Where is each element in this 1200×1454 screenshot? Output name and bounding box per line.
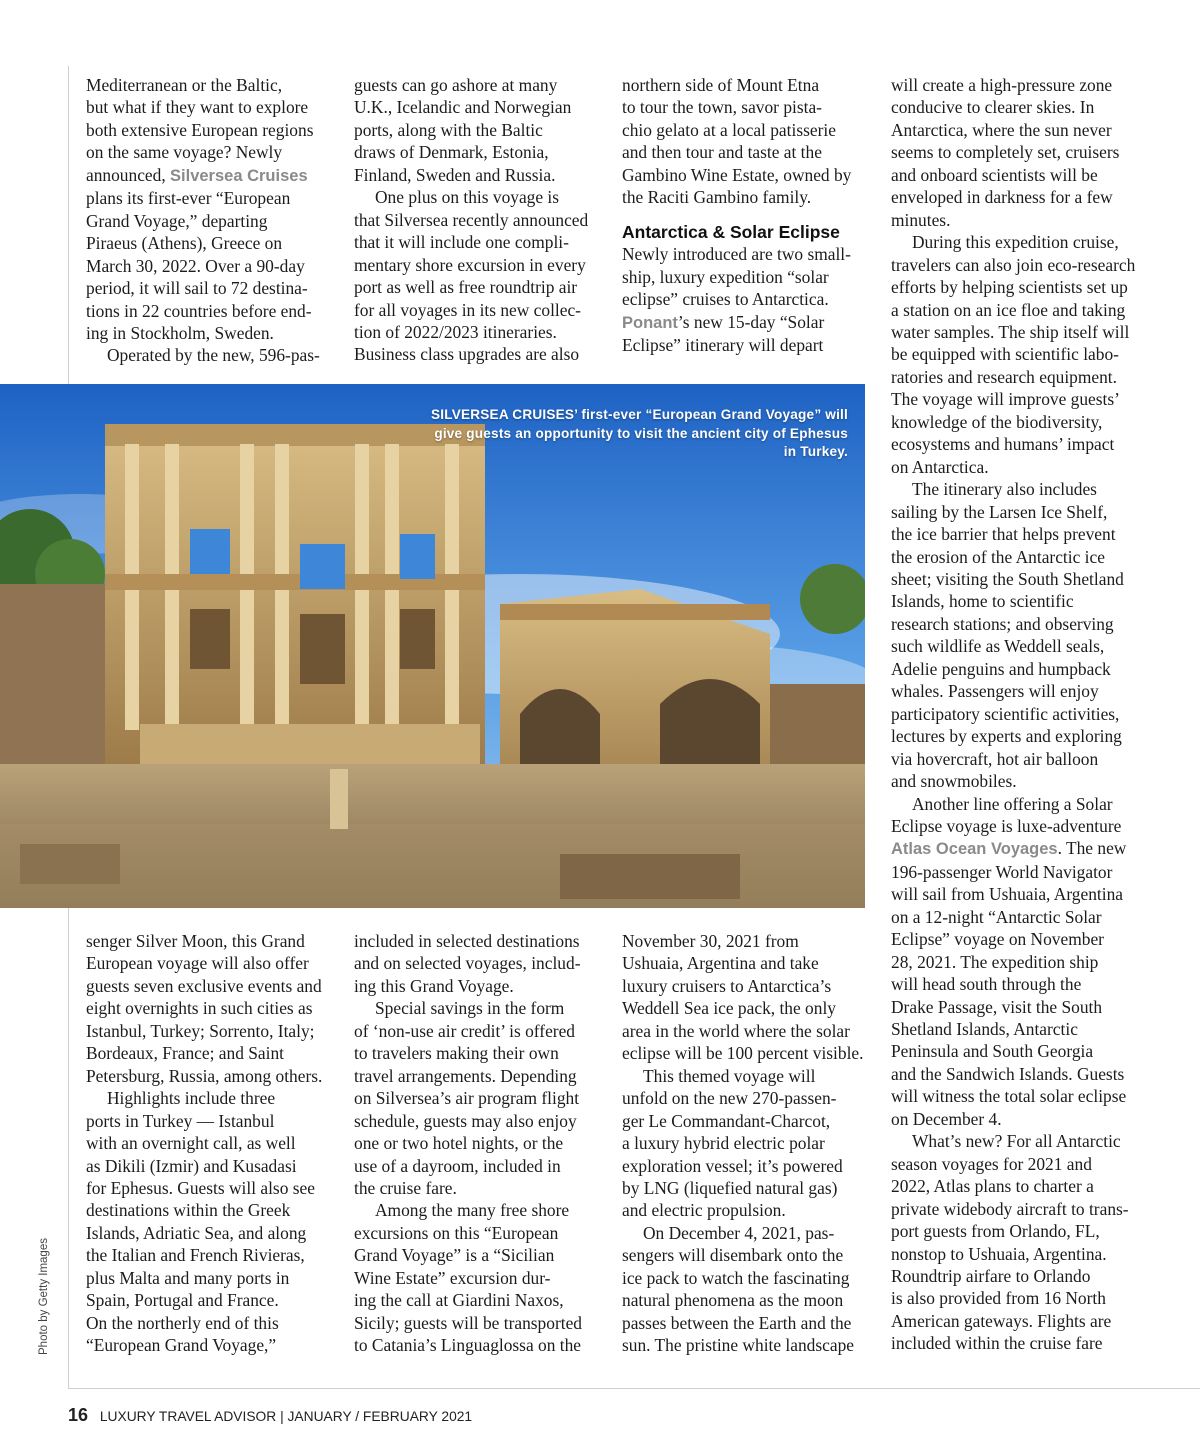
column-4 xyxy=(891,74,1135,1355)
text-line: Finland, Sweden and Russia. xyxy=(354,164,556,185)
text-line: included within the cruise fare xyxy=(891,1333,1103,1354)
text-line: Special savings in the form xyxy=(375,998,565,1019)
text-line: On the northerly end of this xyxy=(86,1312,279,1333)
text-line: Another line offering a Solar xyxy=(912,793,1113,814)
text-line: Petersburg, Russia, among others. xyxy=(86,1065,323,1086)
brand-name: Atlas Ocean Voyages xyxy=(891,840,1058,859)
text-line: period, it will sail to 72 destina- xyxy=(86,278,308,299)
text-line: U.K., Icelandic and Norwegian xyxy=(354,97,572,118)
brand-name: Silversea Cruises xyxy=(170,166,308,185)
text-line: for all voyages in its new collec- xyxy=(354,299,581,320)
text-line: senger Silver Moon, this Grand xyxy=(86,931,305,951)
text-line: nonstop to Ushuaia, Argentina. xyxy=(891,1243,1107,1264)
text-line: on Silversea’s air program flight xyxy=(354,1088,580,1109)
text-line: draws of Denmark, Estonia, xyxy=(354,142,549,163)
text-line: will create a high-pressure zone xyxy=(891,75,1113,95)
column-1-top xyxy=(86,74,320,367)
text-line: “European Grand Voyage,” xyxy=(86,1335,277,1356)
text-line: both extensive European regions xyxy=(86,119,314,140)
footer-rule xyxy=(68,1388,1200,1389)
text-line: Newly introduced are two small- xyxy=(622,244,851,265)
text-line: sun. The pristine white landscape xyxy=(622,1335,854,1356)
text-line xyxy=(622,311,851,334)
text-line: Operated by the new, 596-pas- xyxy=(107,345,320,366)
text-line: tion of 2022/2023 itineraries. xyxy=(354,321,557,342)
text-line: November 30, 2021 from xyxy=(622,931,799,951)
text-line: is also provided from 16 North xyxy=(891,1288,1106,1309)
text-line: whales. Passengers will enjoy xyxy=(891,681,1099,702)
text-line: sheet; visiting the South Shetland xyxy=(891,568,1124,589)
text-line: Shetland Islands, Antarctic xyxy=(891,1019,1078,1040)
text-line: water samples. The ship itself will xyxy=(891,321,1130,342)
text-line: to Catania’s Linguaglossa on the xyxy=(354,1335,582,1356)
text-line: American gateways. Flights are xyxy=(891,1310,1112,1331)
text-line: included in selected destinations xyxy=(354,931,580,951)
text-line: minutes. xyxy=(891,209,951,230)
text-line: the Italian and French Rivieras, xyxy=(86,1245,305,1266)
text-line: What’s new? For all Antarctic xyxy=(912,1131,1121,1152)
text-line: such wildlife as Weddell seals, xyxy=(891,636,1105,657)
page-footer xyxy=(68,1405,472,1426)
text-line: and onboard scientists will be xyxy=(891,164,1098,185)
text-line: will witness the total solar eclipse xyxy=(891,1086,1127,1107)
text-line: port guests from Orlando, FL, xyxy=(891,1221,1100,1242)
text-line: lectures by experts and exploring xyxy=(891,726,1122,747)
text-line: to travelers making their own xyxy=(354,1043,559,1064)
text-line: chio gelato at a local patisserie xyxy=(622,119,836,140)
text-line: be equipped with scientific labo- xyxy=(891,344,1119,365)
text-line: Peninsula and South Georgia xyxy=(891,1041,1094,1062)
text-line: Istanbul, Turkey; Sorrento, Italy; xyxy=(86,1020,315,1041)
text-segment: announced, xyxy=(86,164,171,185)
text-line: ports, along with the Baltic xyxy=(354,119,543,140)
text-line: enveloped in darkness for a few xyxy=(891,187,1113,208)
text-line: exploration vessel; it’s powered xyxy=(622,1155,843,1176)
ephesus-photo xyxy=(0,384,865,908)
text-line: ing in Stockholm, Sweden. xyxy=(86,322,274,343)
text-line: One plus on this voyage is xyxy=(375,187,560,208)
text-line: one or two hotel nights, or the xyxy=(354,1133,564,1154)
text-line: tions in 22 countries before end- xyxy=(86,300,312,321)
text-line: travelers can also join eco-research xyxy=(891,254,1136,275)
text-line: with an overnight call, as well xyxy=(86,1133,296,1154)
text-line: plus Malta and many ports in xyxy=(86,1267,290,1288)
page-number: 16 xyxy=(68,1405,89,1425)
text-line: Ushuaia, Argentina and take xyxy=(622,953,819,974)
text-line: 28, 2021. The expedition ship xyxy=(891,951,1099,972)
margin-rule-top xyxy=(68,66,69,384)
text-line: European voyage will also offer xyxy=(86,953,309,974)
text-line: and on selected voyages, includ- xyxy=(354,953,581,974)
text-line: plans its first-ever “European xyxy=(86,188,291,209)
text-line: mentary shore excursion in every xyxy=(354,254,586,275)
text-line: for Ephesus. Guests will also see xyxy=(86,1177,315,1198)
text-line: March 30, 2022. Over a 90-day xyxy=(86,255,305,276)
section-heading: Antarctica & Solar Eclipse xyxy=(622,221,840,242)
text-line: The itinerary also includes xyxy=(912,479,1097,500)
text-line: eight overnights in such cities as xyxy=(86,998,313,1019)
text-line: 196-passenger World Navigator xyxy=(891,861,1113,882)
text-line: Piraeus (Athens), Greece on xyxy=(86,233,283,254)
text-line: passes between the Earth and the xyxy=(622,1312,852,1333)
text-line: travel arrangements. Depending xyxy=(354,1065,577,1086)
text-line: ship, luxury expedition “solar xyxy=(622,266,829,287)
text-line: Eclipse” itinerary will depart xyxy=(622,334,824,355)
text-line: research stations; and observing xyxy=(891,613,1114,634)
photo-caption: SILVERSEA CRUISES’ first-ever “European Grand Voyage” will give guests an opportunity to visit the ancient city of Ephesus in Turkey. xyxy=(431,407,848,459)
text-line: ecosystems and humans’ impact xyxy=(891,434,1115,455)
text-line: eclipse will be 100 percent visible. xyxy=(622,1043,864,1064)
text-line: On December 4, 2021, pas- xyxy=(643,1222,835,1243)
margin-rule-bottom xyxy=(68,908,69,1388)
text-line: on a 12-night “Antarctic Solar xyxy=(891,906,1102,927)
text-line: excursions on this “European xyxy=(354,1222,559,1243)
text-line: guests can go ashore at many xyxy=(354,75,558,95)
text-line: eclipse” cruises to Antarctica. xyxy=(622,289,829,310)
text-line: ing the call at Giardini Naxos, xyxy=(354,1290,564,1311)
column-3-top xyxy=(622,74,851,356)
text-line: Antarctica, where the sun never xyxy=(891,119,1112,140)
text-line: sailing by the Larsen Ice Shelf, xyxy=(891,501,1108,522)
text-line: Grand Voyage” is a “Sicilian xyxy=(354,1245,555,1266)
text-line: as Dikili (Izmir) and Kusadasi xyxy=(86,1155,297,1176)
brand-name: Ponant xyxy=(622,313,678,332)
text-line: Wine Estate” excursion dur- xyxy=(354,1267,551,1288)
text-line xyxy=(86,164,320,187)
photo-credit: Photo by Getty Images xyxy=(38,1238,50,1355)
text-line: During this expedition cruise, xyxy=(912,232,1119,253)
text-line: Islands, home to scientific xyxy=(891,591,1074,612)
text-line: guests seven exclusive events and xyxy=(86,975,322,996)
text-line: will head south through the xyxy=(891,974,1082,995)
text-line: Drake Passage, visit the South xyxy=(891,996,1103,1017)
text-line: Business class upgrades are also xyxy=(354,344,580,365)
text-line: Weddell Sea ice pack, the only xyxy=(622,998,836,1019)
text-segment: ’s new 15-day “Solar xyxy=(677,311,825,332)
text-line: seems to completely set, cruisers xyxy=(891,142,1120,163)
text-line: ratories and research equipment. xyxy=(891,366,1117,387)
text-line: Mediterranean or the Baltic, xyxy=(86,75,283,95)
text-line: the ice barrier that helps prevent xyxy=(891,524,1116,545)
text-line: ing this Grand Voyage. xyxy=(354,975,514,996)
text-line: schedule, guests may also enjoy xyxy=(354,1110,577,1131)
text-line: and the Sandwich Islands. Guests xyxy=(891,1063,1125,1084)
text-line: Among the many free shore xyxy=(375,1200,570,1221)
text-line: Roundtrip airfare to Orlando xyxy=(891,1266,1091,1287)
text-line: Spain, Portugal and France. xyxy=(86,1290,279,1311)
text-line: on Antarctica. xyxy=(891,456,989,477)
text-line: and electric propulsion. xyxy=(622,1200,786,1221)
text-line: on the same voyage? Newly xyxy=(86,142,283,163)
text-line: the Raciti Gambino family. xyxy=(622,187,812,208)
text-line: conducive to clearer skies. In xyxy=(891,97,1095,118)
column-1-bottom xyxy=(86,930,322,1357)
text-line: destinations within the Greek xyxy=(86,1200,291,1221)
text-line: use of a dayroom, included in xyxy=(354,1155,561,1176)
text-line: northern side of Mount Etna xyxy=(622,75,820,95)
text-line: Grand Voyage,” departing xyxy=(86,210,268,231)
text-line: sengers will disembark onto the xyxy=(622,1245,844,1266)
column-2-bottom xyxy=(354,930,582,1357)
text-line: by LNG (liquefied natural gas) xyxy=(622,1177,838,1198)
publication-name: LUXURY TRAVEL ADVISOR xyxy=(99,1409,277,1424)
text-line: a station on an ice floe and taking xyxy=(891,299,1126,320)
text-line: on December 4. xyxy=(891,1108,1002,1129)
text-line: Eclipse voyage is luxe-adventure xyxy=(891,815,1122,836)
column-3-bottom xyxy=(622,930,863,1357)
text-line: Adelie penguins and humpback xyxy=(891,658,1111,679)
text-line: area in the world where the solar xyxy=(622,1020,850,1041)
text-line: that Silversea recently announced xyxy=(354,209,589,230)
text-line: unfold on the new 270-passen- xyxy=(622,1088,837,1109)
text-line: of ‘non-use air credit’ is offered xyxy=(354,1020,575,1041)
text-line: Eclipse” voyage on November xyxy=(891,929,1104,950)
text-line: 2022, Atlas plans to charter a xyxy=(891,1176,1094,1197)
text-line: efforts by helping scientists set up xyxy=(891,277,1128,298)
text-line: to tour the town, savor pista- xyxy=(622,97,822,118)
text-line: Sicily; guests will be transported xyxy=(354,1312,582,1333)
footer-separator: | xyxy=(280,1409,284,1424)
text-line: The voyage will improve guests’ xyxy=(891,389,1120,410)
text-line: will sail from Ushuaia, Argentina xyxy=(891,884,1123,905)
text-line: ger Le Commandant-Charcot, xyxy=(622,1110,831,1131)
text-line: but what if they want to explore xyxy=(86,97,309,118)
text-line: and snowmobiles. xyxy=(891,771,1017,792)
text-line: a luxury hybrid electric polar xyxy=(622,1133,825,1154)
text-line: knowledge of the biodiversity, xyxy=(891,411,1103,432)
text-line xyxy=(891,837,1135,860)
text-line: that it will include one compli- xyxy=(354,232,569,253)
text-line: ports in Turkey — Istanbul xyxy=(86,1110,275,1131)
text-line: the erosion of the Antarctic ice xyxy=(891,546,1105,567)
text-line: the cruise fare. xyxy=(354,1177,457,1198)
text-line: participatory scientific activities, xyxy=(891,703,1120,724)
column-3-top-paragraph xyxy=(622,74,851,209)
text-line: via hovercraft, hot air balloon xyxy=(891,748,1099,769)
text-segment: . The new xyxy=(1057,838,1127,859)
text-line: ice pack to watch the fascinating xyxy=(622,1267,850,1288)
text-line: luxury cruisers to Antarctica’s xyxy=(622,975,832,996)
column-2-top xyxy=(354,74,588,366)
column-3-top-continued xyxy=(622,243,851,356)
library-of-celsus-image xyxy=(0,384,865,908)
text-line: natural phenomena as the moon xyxy=(622,1290,844,1311)
text-line: Islands, Adriatic Sea, and along xyxy=(86,1222,307,1243)
text-line: Bordeaux, France; and Saint xyxy=(86,1043,285,1064)
text-line: and then tour and taste at the xyxy=(622,142,822,163)
text-line: port as well as free roundtrip air xyxy=(354,277,578,298)
text-line: This themed voyage will xyxy=(643,1065,816,1086)
text-line: Gambino Wine Estate, owned by xyxy=(622,164,852,185)
issue-date: JANUARY / FEBRUARY 2021 xyxy=(287,1409,473,1424)
text-line: private widebody aircraft to trans- xyxy=(891,1198,1129,1219)
text-line: Highlights include three xyxy=(107,1088,276,1109)
text-line: season voyages for 2021 and xyxy=(891,1153,1092,1174)
